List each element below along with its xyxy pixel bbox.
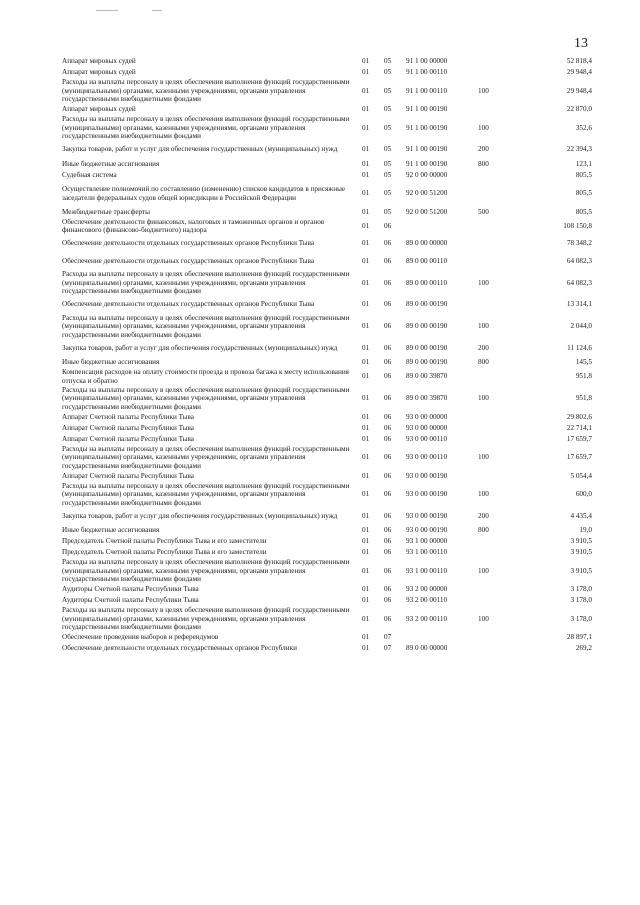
row-subsection: 06 [384, 394, 392, 403]
row-expense-type [478, 471, 514, 482]
row-amount: 17 659,7 [566, 453, 592, 462]
row-target-article: 93 2 00 00000 [406, 585, 448, 594]
row-target-article: 89 0 00 00110 [406, 278, 448, 287]
row-subsection: 05 [384, 145, 392, 154]
row-subsection: 05 [384, 159, 392, 168]
table-row [62, 482, 592, 508]
row-target-article: 89 0 00 00110 [406, 256, 448, 265]
row-expense-type: 500 [478, 207, 489, 216]
row-expense-type [478, 170, 514, 181]
row-amount: 5 054,4 [570, 471, 592, 480]
row-expense-type: 100 [478, 322, 489, 331]
row-target-article: 89 0 00 00190 [406, 343, 448, 352]
row-target-article: 93 2 00 00110 [406, 614, 448, 623]
row-target-article: 91 1 00 00190 [406, 123, 448, 132]
row-section: 01 [362, 614, 370, 623]
row-subsection: 06 [384, 566, 392, 575]
row-section: 01 [362, 434, 370, 443]
table-row [62, 207, 592, 218]
row-target-article: 89 0 00 00000 [406, 644, 448, 653]
table-row [62, 412, 592, 423]
row-name: Судебная система [62, 170, 117, 179]
row-section: 01 [362, 300, 370, 309]
row-expense-type [478, 368, 514, 386]
row-section: 01 [362, 221, 370, 230]
table-row [62, 643, 592, 654]
table-row [62, 270, 592, 296]
table-row [62, 78, 592, 104]
table-row [62, 558, 592, 584]
row-subsection: 05 [384, 123, 392, 132]
row-section: 01 [362, 105, 370, 114]
row-subsection: 06 [384, 412, 392, 421]
table-row [62, 606, 592, 632]
table-row [62, 445, 592, 471]
row-amount: 2 044,0 [570, 322, 592, 331]
row-expense-type [478, 296, 514, 314]
row-amount: 13 314,1 [566, 300, 592, 309]
row-target-article: 93 0 00 00110 [406, 434, 448, 443]
row-name: Расходы на выплаты персоналу в целях обеспечения выполнения функций государственными (муниципальными) органами, казенными учреждениями, органами управления государственными внебюджетными фондами [62, 313, 350, 339]
table-row [62, 434, 592, 445]
row-amount: 4 435,4 [570, 511, 592, 520]
row-target-article: 89 0 00 39870 [406, 372, 448, 381]
row-target-article [406, 632, 478, 643]
row-amount: 805,5 [575, 207, 592, 216]
row-amount: 600,0 [575, 490, 592, 499]
row-amount: 3 910,5 [570, 548, 592, 557]
row-amount: 269,2 [575, 644, 592, 653]
row-target-article: 93 0 00 00190 [406, 490, 448, 499]
row-target-article: 93 0 00 00190 [406, 526, 448, 535]
row-subsection: 06 [384, 614, 392, 623]
row-target-article: 91 1 00 00190 [406, 105, 448, 114]
row-subsection: 06 [384, 239, 392, 248]
row-target-article: 92 0 00 51200 [406, 207, 448, 216]
row-amount: 108 150,8 [563, 221, 592, 230]
row-amount: 805,5 [575, 189, 592, 198]
row-target-article: 91 1 00 00110 [406, 68, 448, 77]
row-name: Аппарат Счетной палаты Республики Тыва [62, 471, 194, 480]
row-subsection: 05 [384, 86, 392, 95]
table-row [62, 56, 592, 67]
row-expense-type [478, 423, 514, 434]
row-subsection: 05 [384, 189, 392, 198]
table-row [62, 235, 592, 253]
row-section: 01 [362, 394, 370, 403]
row-amount: 19,0 [579, 526, 592, 535]
row-section: 01 [362, 57, 370, 66]
row-target-article: 91 1 00 00000 [406, 57, 448, 66]
row-expense-type: 200 [478, 343, 489, 352]
table-row [62, 296, 592, 314]
row-target-article: 93 1 00 00110 [406, 566, 448, 575]
row-subsection: 07 [384, 644, 392, 653]
row-name: Обеспечение деятельности финансовых, налоговых и таможенных органов и органов финансового (финансово-бюджетного) надзора [62, 217, 325, 235]
table-row [62, 547, 592, 558]
row-expense-type [478, 104, 514, 115]
row-name: Аппарат Счетной палаты Республики Тыва [62, 412, 194, 421]
row-target-article [406, 218, 478, 236]
row-subsection: 06 [384, 537, 392, 546]
row-subsection: 06 [384, 300, 392, 309]
budget-table-body [62, 56, 592, 654]
row-subsection: 06 [384, 256, 392, 265]
row-subsection: 06 [384, 221, 392, 230]
row-name: Аппарат мировых судей [62, 57, 136, 66]
row-target-article: 93 1 00 00110 [406, 548, 448, 557]
row-expense-type [478, 218, 514, 236]
row-section: 01 [362, 68, 370, 77]
row-name: Осуществление полномочий по составлению (изменению) списков кандидатов в присяжные заседатели федеральных судов общей юрисдикции в Российской Федерации [62, 184, 346, 202]
row-section: 01 [362, 278, 370, 287]
row-expense-type [478, 181, 514, 207]
row-subsection: 06 [384, 372, 392, 381]
row-name: Аппарат мировых судей [62, 68, 136, 77]
table-row [62, 525, 592, 536]
table-row [62, 368, 592, 386]
row-name: Обеспечение деятельности отдельных государственных органов Республики Тыва [62, 300, 315, 309]
row-expense-type [478, 253, 514, 271]
row-target-article: 93 1 00 00000 [406, 537, 448, 546]
row-section: 01 [362, 159, 370, 168]
row-subsection: 06 [384, 490, 392, 499]
row-expense-type [478, 536, 514, 547]
row-expense-type: 100 [478, 614, 489, 623]
row-section: 01 [362, 471, 370, 480]
row-expense-type: 100 [478, 394, 489, 403]
row-amount: 29 948,4 [566, 68, 592, 77]
row-target-article: 91 1 00 00190 [406, 159, 448, 168]
row-expense-type [478, 595, 514, 606]
row-amount: 951,8 [575, 372, 592, 381]
row-name: Расходы на выплаты персоналу в целях обеспечения выполнения функций государственными (муниципальными) органами, казенными учреждениями, органами управления государственными внебюджетными фондами [62, 481, 350, 507]
table-row [62, 181, 592, 207]
page-number: 13 [574, 36, 588, 51]
row-expense-type [478, 56, 514, 67]
row-section: 01 [362, 189, 370, 198]
row-section: 01 [362, 511, 370, 520]
row-name: Иные бюджетные ассигнования [62, 358, 160, 367]
row-expense-type: 100 [478, 123, 489, 132]
row-name: Председатель Счетной палаты Республики Тыва и его заместители [62, 537, 267, 546]
row-section: 01 [362, 566, 370, 575]
row-name: Расходы на выплаты персоналу в целях обеспечения выполнения функций государственными (муниципальными) органами, казенными учреждениями, органами управления государственными внебюджетными фондами [62, 444, 350, 470]
budget-table [62, 56, 592, 654]
row-expense-type [478, 584, 514, 595]
row-name: Обеспечение деятельности отдельных государственных органов Республики Тыва [62, 239, 315, 248]
row-subsection: 06 [384, 434, 392, 443]
row-expense-type [478, 412, 514, 423]
row-name: Иные бюджетные ассигнования [62, 526, 160, 535]
row-name: Закупка товаров, работ и услуг для обеспечения государственных (муниципальных) нужд [62, 145, 338, 154]
row-amount: 52 818,4 [566, 57, 592, 66]
row-name: Председатель Счетной палаты Республики Тыва и его заместители [62, 548, 267, 557]
row-subsection: 06 [384, 596, 392, 605]
row-subsection: 07 [384, 633, 392, 642]
row-amount: 78 348,2 [566, 239, 592, 248]
row-section: 01 [362, 86, 370, 95]
row-subsection: 06 [384, 423, 392, 432]
row-expense-type: 800 [478, 526, 489, 535]
row-expense-type: 800 [478, 358, 489, 367]
row-target-article: 93 0 00 00190 [406, 471, 448, 480]
row-section: 01 [362, 548, 370, 557]
row-amount: 352,6 [575, 123, 592, 132]
row-expense-type [478, 434, 514, 445]
row-target-article: 93 0 00 00000 [406, 423, 448, 432]
row-amount: 11 124,6 [567, 343, 592, 352]
row-section: 01 [362, 322, 370, 331]
row-section: 01 [362, 170, 370, 179]
row-amount: 29 802,6 [566, 412, 592, 421]
row-section: 01 [362, 490, 370, 499]
table-row [62, 115, 592, 141]
row-subsection: 06 [384, 322, 392, 331]
row-subsection: 05 [384, 105, 392, 114]
row-amount: 22 394,3 [566, 145, 592, 154]
row-amount: 805,5 [575, 170, 592, 179]
row-section: 01 [362, 123, 370, 132]
table-row [62, 159, 592, 170]
row-amount: 29 948,4 [566, 86, 592, 95]
row-target-article: 93 2 00 00110 [406, 596, 448, 605]
row-expense-type: 100 [478, 490, 489, 499]
scan-mark [96, 10, 118, 11]
row-section: 01 [362, 358, 370, 367]
scan-mark [152, 10, 162, 11]
row-target-article: 92 0 00 51200 [406, 189, 448, 198]
row-section: 01 [362, 526, 370, 535]
table-row [62, 536, 592, 547]
row-subsection: 06 [384, 343, 392, 352]
row-subsection: 05 [384, 170, 392, 179]
row-subsection: 06 [384, 453, 392, 462]
row-name: Закупка товаров, работ и услуг для обеспечения государственных (муниципальных) нужд [62, 511, 338, 520]
row-amount: 123,1 [575, 159, 592, 168]
row-target-article: 89 0 00 00190 [406, 358, 448, 367]
row-target-article: 93 0 00 00110 [406, 453, 448, 462]
row-expense-type [478, 67, 514, 78]
table-row [62, 471, 592, 482]
row-name: Аппарат мировых судей [62, 105, 136, 114]
row-subsection: 06 [384, 471, 392, 480]
row-expense-type: 200 [478, 145, 489, 154]
row-target-article: 89 0 00 00190 [406, 322, 448, 331]
row-section: 01 [362, 644, 370, 653]
table-row [62, 170, 592, 181]
row-subsection: 05 [384, 207, 392, 216]
row-name: Межбюджетные трансферты [62, 207, 150, 216]
row-section: 01 [362, 412, 370, 421]
row-name: Аппарат Счетной палаты Республики Тыва [62, 423, 194, 432]
row-amount: 22 870,0 [566, 105, 592, 114]
row-target-article: 89 0 00 00190 [406, 300, 448, 309]
row-expense-type [478, 547, 514, 558]
row-name: Расходы на выплаты персоналу в целях обеспечения выполнения функций государственными (муниципальными) органами, казенными учреждениями, органами управления государственными внебюджетными фондами [62, 385, 350, 411]
row-subsection: 05 [384, 68, 392, 77]
row-subsection: 06 [384, 526, 392, 535]
row-name: Расходы на выплаты персоналу в целях обеспечения выполнения функций государственными (муниципальными) органами, казенными учреждениями, органами управления государственными внебюджетными фондами [62, 558, 350, 584]
row-target-article: 89 0 00 00000 [406, 239, 448, 248]
row-amount: 3 178,0 [570, 585, 592, 594]
row-section: 01 [362, 537, 370, 546]
row-name: Обеспечение деятельности отдельных государственных органов Республики [62, 644, 297, 653]
row-amount: 3 178,0 [570, 596, 592, 605]
table-row [62, 357, 592, 368]
table-row [62, 508, 592, 526]
table-row [62, 632, 592, 643]
table-row [62, 386, 592, 412]
row-subsection: 06 [384, 585, 392, 594]
row-expense-type: 100 [478, 453, 489, 462]
row-subsection: 06 [384, 358, 392, 367]
table-row [62, 104, 592, 115]
row-expense-type: 200 [478, 511, 489, 520]
table-row [62, 314, 592, 340]
row-section: 01 [362, 585, 370, 594]
row-name: Закупка товаров, работ и услуг для обеспечения государственных (муниципальных) нужд [62, 343, 338, 352]
row-amount: 145,5 [575, 358, 592, 367]
row-section: 01 [362, 207, 370, 216]
row-amount: 17 659,7 [566, 434, 592, 443]
row-expense-type [478, 632, 514, 643]
row-expense-type: 100 [478, 86, 489, 95]
row-target-article: 91 1 00 00110 [406, 86, 448, 95]
row-section: 01 [362, 423, 370, 432]
row-amount: 3 178,0 [570, 614, 592, 623]
row-expense-type [478, 643, 514, 654]
row-section: 01 [362, 256, 370, 265]
row-section: 01 [362, 372, 370, 381]
row-name: Компенсация расходов на оплату стоимости проезда и провоза багажа к месту использования отпуска и обратно [62, 368, 349, 385]
row-amount: 3 910,5 [570, 566, 592, 575]
row-subsection: 06 [384, 278, 392, 287]
row-expense-type: 800 [478, 159, 489, 168]
row-amount: 3 910,5 [570, 537, 592, 546]
row-section: 01 [362, 633, 370, 642]
row-name: Иные бюджетные ассигнования [62, 159, 160, 168]
row-section: 01 [362, 596, 370, 605]
row-name: Обеспечение проведения выборов и референдумов [62, 633, 219, 642]
row-section: 01 [362, 453, 370, 462]
row-amount: 951,8 [575, 394, 592, 403]
row-section: 01 [362, 239, 370, 248]
row-name: Аудиторы Счетной палаты Республики Тыва [62, 596, 199, 605]
table-row [62, 67, 592, 78]
row-target-article: 92 0 00 00000 [406, 170, 448, 179]
row-target-article: 89 0 00 39870 [406, 394, 448, 403]
row-expense-type: 100 [478, 278, 489, 287]
table-row [62, 584, 592, 595]
row-subsection: 06 [384, 511, 392, 520]
table-row [62, 595, 592, 606]
row-section: 01 [362, 145, 370, 154]
row-name: Аудиторы Счетной палаты Республики Тыва [62, 585, 199, 594]
row-name: Расходы на выплаты персоналу в целях обеспечения выполнения функций государственными (муниципальными) органами, казенными учреждениями, органами управления государственными внебюджетными фондами [62, 115, 350, 141]
row-name: Аппарат Счетной палаты Республики Тыва [62, 434, 194, 443]
row-name: Обеспечение деятельности отдельных государственных органов Республики Тыва [62, 256, 315, 265]
row-target-article: 91 1 00 00190 [406, 145, 448, 154]
row-amount: 28 897,1 [566, 633, 592, 642]
row-name: Расходы на выплаты персоналу в целях обеспечения выполнения функций государственными (муниципальными) органами, казенными учреждениями, органами управления государственными внебюджетными фондами [62, 606, 350, 632]
row-name: Расходы на выплаты персоналу в целях обеспечения выполнения функций государственными (муниципальными) органами, казенными учреждениями, органами управления государственными внебюджетными фондами [62, 270, 350, 296]
table-row [62, 218, 592, 236]
row-expense-type [478, 235, 514, 253]
row-name: Расходы на выплаты персоналу в целях обеспечения выполнения функций государственными (муниципальными) органами, казенными учреждениями, органами управления государственными внебюджетными фондами [62, 78, 350, 104]
row-subsection: 05 [384, 57, 392, 66]
row-target-article: 93 0 00 00000 [406, 412, 448, 421]
row-section: 01 [362, 343, 370, 352]
row-amount: 22 714,1 [566, 423, 592, 432]
row-expense-type: 100 [478, 566, 489, 575]
row-target-article: 93 0 00 00190 [406, 511, 448, 520]
row-amount: 64 082,3 [566, 278, 592, 287]
table-row [62, 340, 592, 358]
table-row [62, 141, 592, 159]
table-row [62, 423, 592, 434]
row-subsection: 06 [384, 548, 392, 557]
row-amount: 64 082,3 [566, 256, 592, 265]
table-row [62, 253, 592, 271]
